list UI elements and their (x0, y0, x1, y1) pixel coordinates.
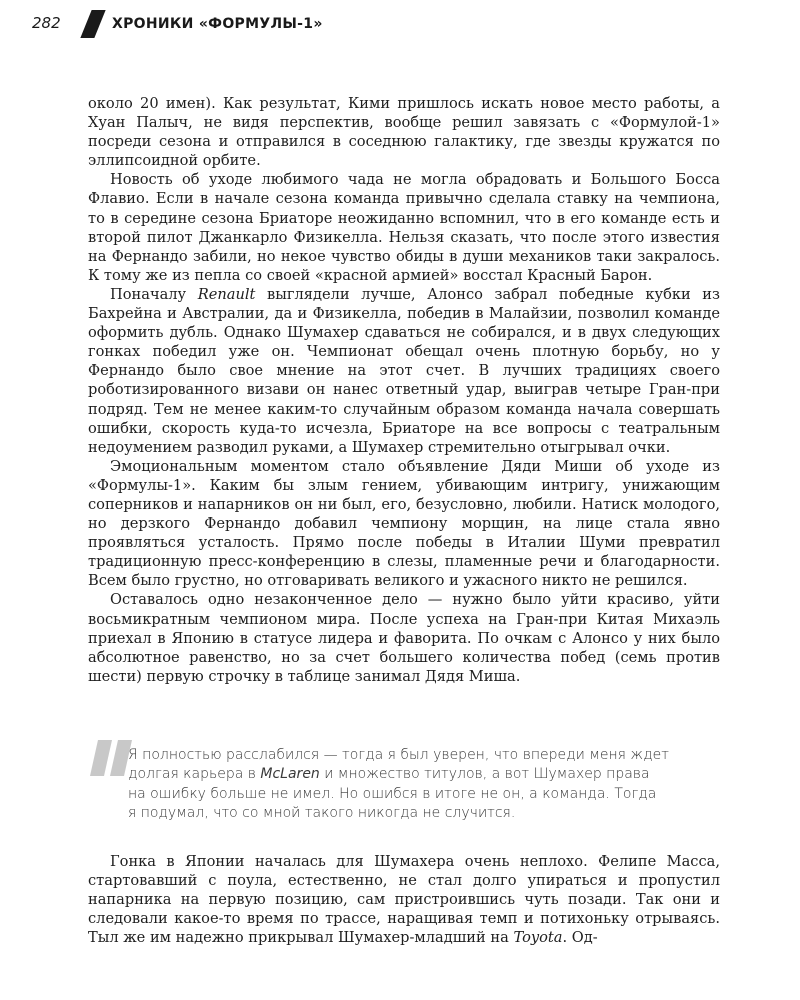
quote-line-2-start: долгая карьера в (128, 766, 261, 783)
paragraph-6 (88, 852, 720, 947)
toyota-name: Toyota (513, 929, 563, 947)
quote-line-4: я подумал, что со мной такого никогда не случится. (128, 805, 516, 822)
main-text (88, 94, 720, 686)
paragraph-3-start: Поначалу (110, 285, 198, 303)
paragraph-4: Эмоциональным моментом стало объявление Дяди Миши об уходе из «Формулы-1». Каким бы злым гением, убивающим интригу, унижающим соперников и напарников он ни был, его, безусловно, любили. Натиск молодого, но дерзкого Фернандо добавил чемпиону морщин, на лице стала явно проявляться усталость. Прямо после победы в Италии Шуми превратил традиционную пресс-конференцию в слезы, пламенные речи и благодарности. Всем было грустно, но отговаривать великого и ужасного никто не решился. (88, 457, 720, 590)
paragraph-5: Оставалось одно незаконченное дело — нужно было уйти красиво, уйти восьмикратным чемпионом мира. После успеха на Гран-при Китая Михаэль приехал в Японию в статусе лидера и фаворита. По очкам с Алонсо у них было абсолютное равенство, но за счет большего количества побед (семь против шести) первую строчку в таблице занимал Дядя Миша. (88, 591, 720, 685)
quote-line-3: на ошибку больше не имел. Но ошибся в итоге не он, а команда. Тогда (128, 785, 657, 802)
header-slash-decoration (80, 10, 105, 38)
paragraph-3 (88, 285, 720, 457)
paragraph-3-rest: выглядели лучше, Алонсо забрал победные кубки из Бахрейна и Австралии, да и Физикелла, победив в Малайзии, позволил команде оформить дубль. Однако Шумахер сдаваться не собирался, и в двух следующих гонках победил уже он. Чемпионат обещал очень плотную борьбу, но у Фернандо было свое мнение на этот счет. В лучших традициях своего роботизированного визави он нанес ответный удар, выиграв четыре Гран-при подряд. Тем не менее каким-то случайным образом команда начала совершать ошибки, скорость куда-то исчезла, Бриаторе на все вопросы с театральным недоумением разводил руками, а Шумахер стремительно отыгрывал очки. (88, 285, 720, 456)
paragraph-6-end: . Од- (562, 929, 598, 947)
paragraph-6-start: Гонка в Японии началась для Шумахера очень неплохо. Фелипе Масса, стартовавший с поула, естественно, не стал долго упираться и пропустил напарника на первую позицию, сам пристроившись чуть позади. Так они и следовали какое-то время по трассе, наращивая темп и потихоньку отрываясь. Тыл же им надежно прикрывал Шумахер-младший на (88, 853, 720, 947)
paragraph-2: Новость об уходе любимого чада не могла обрадовать и Большого Босса Флавио. Если в начале сезона команда привычно сделала ставку на чемпиона, то в середине сезона Бриаторе неожиданно вспомнил, что в его команде есть и второй пилот Джанкарло Физикелла. Нельзя сказать, что после этого известия на Фернандо забили, но некое чувство обиды в души механиков таки закралось. К тому же из пепла со своей «красной армией» восстал Красный Барон. (88, 171, 720, 284)
quote-line-1: Я полностью расслабился — тогда я был уверен, что впереди меня ждет (128, 747, 669, 763)
paragraph-1: около 20 имен). Как результат, Кими пришлось искать новое место работы, а Хуан Палыч, не видя перспектив, вообще решил завязать с «Формулой-1» посреди сезона и отправился в соседнюю галактику, где звезды кружатся по эллипсоидной орбите. (88, 95, 720, 170)
renault-name: Renault (197, 285, 256, 303)
running-title: ХРОНИКИ «ФОРМУЛЫ-1» (112, 16, 323, 32)
quote-block (88, 738, 720, 830)
quote-line-2-rest: и множество титулов, а вот Шумахер права (319, 766, 650, 783)
page-number: 282 (32, 14, 61, 32)
mclaren-name: McLaren (260, 766, 320, 783)
quote-line-2 (128, 765, 708, 784)
after-quote-text (88, 852, 720, 947)
running-header (0, 0, 800, 50)
quote-text (128, 746, 708, 824)
